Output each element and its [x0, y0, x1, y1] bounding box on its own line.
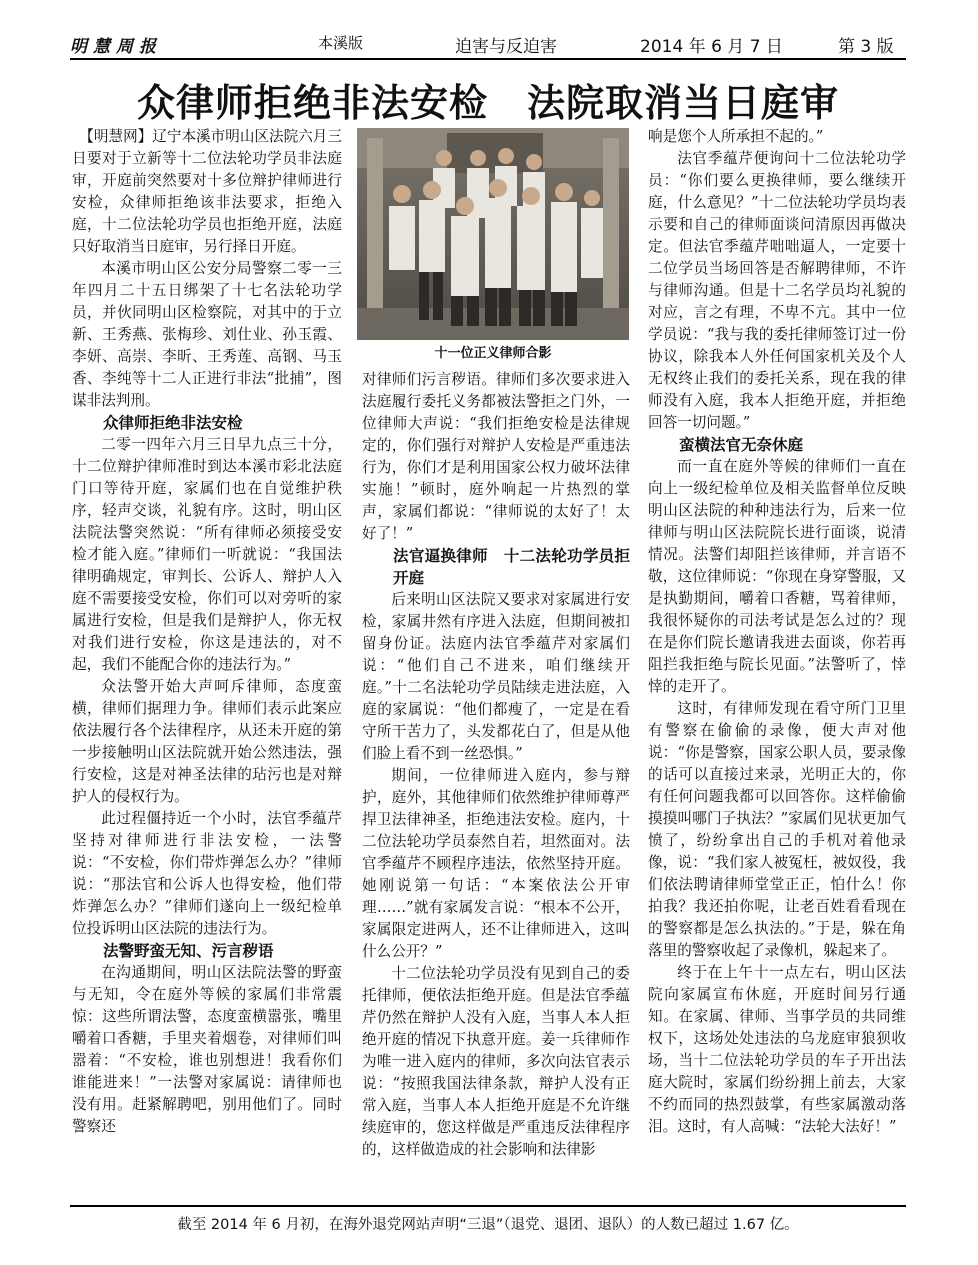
group-photo: [357, 128, 629, 340]
subheading: 法警野蛮无知、污言秽语: [103, 942, 274, 960]
paragraph: 终于在上午十一点左右，明山区法院向家属宣布休庭，开庭时间另行通知。在家属、律师、当事学员的共同维权下，这场处处违法的乌龙庭审狼狈收场，当十二位法轮功学员的车子开出法庭大院时，家属们纷纷拥上前去，大家不约而同的热烈鼓掌，有些家属激动落泪。这时，有人高喊：“法轮大法好！”: [648, 964, 906, 1135]
article-column-1: [72, 126, 342, 1138]
subheading: 众律师拒绝非法安检: [103, 414, 243, 432]
paragraph: 众法警开始大声呵斥律师，态度蛮横，律师们据理力争。律师们表示此案应依法履行各个法律程序，从还未开庭的第一步接触明山区法院就开始公然违法，强行安检，这是对神圣法律的玷污也是对辩护人的侵权行为。: [72, 678, 342, 805]
paragraph: 十二位法轮功学员没有见到自己的委托律师，便依法拒绝开庭。但是法官季蕴芹仍然在辩护人没有入庭，当事人本人拒绝开庭的情况下执意开庭。姜一兵律师作为唯一进入庭内的律师，多次向法官表示说：“按照我国法律条款，辩护人没有正常入庭，当事人本人拒绝开庭是不允许继续庭审的，您这样做是严重违反法律程序的，这样做造成的社会影响和法律影: [362, 965, 630, 1158]
footer-notice: 截至 2014 年 6 月初，在海外退党网站声明“三退”（退党、退团、退队）的人数已超过 1.67 亿。: [177, 1217, 799, 1233]
paragraph: 后来明山区法院又要求对家属进行安检，家属井然有序进入法庭，但期间被扣留身份证。法庭内法官季蕴芹对家属们说：“他们自己不进来，咱们继续开庭。”十二名法轮功学员陆续走进法庭，入庭的家属说：“他们都瘦了，一定是在看守所干苦力了，头发都花白了，但是从他们脸上看不到一丝恐惧。”: [362, 591, 630, 762]
paragraph: 而一直在庭外等候的律师们一直在向上一级纪检单位及相关监督单位反映明山区法院的种种违法行为，后来一位律师与明山区法院院长进行面谈，说清情况。法警们却阻拦该律师，并言语不敬，这位律师说：“你现在身穿警服，又是执勤期间，嚼着口香糖，骂着律师，我很怀疑你的司法考试是怎么过的？现在是你们院长邀请我进去面谈，你若再阻拦我拒绝与院长见面。”法警听了，悻悻的走开了。: [648, 458, 906, 695]
paragraph: 对律师们污言秽语。律师们多次要求进入法庭履行委托义务都被法警拒之门外，一位律师大声说：“我们拒绝安检是法律规定的，你们强行对辩护人安检是严重违法行为，你们才是利用国家公权力破坏法律实施！”顿时，庭外响起一片热烈的掌声，家属们都说：“律师说的太好了！太好了！”: [362, 371, 630, 542]
paragraph: 响是您个人所承担不起的。”: [648, 128, 824, 145]
article-column-3: [648, 126, 906, 1138]
subheading: 蛮横法官无奈休庭: [679, 436, 804, 454]
subheading: 法官逼换律师 十二法轮功学员拒开庭: [393, 547, 630, 587]
paragraph: 【明慧网】辽宁本溪市明山区法院六月三日要对于立新等十二位法轮功学员非法庭审，开庭前突然要对十多位辩护律师进行安检，众律师拒绝该非法要求，拒绝入庭，十二位法轮功学员也拒绝开庭，法庭只好取消当日庭审，另行择日开庭。: [72, 128, 342, 255]
section-label: 迫害与反迫害: [455, 37, 557, 57]
header-divider: [70, 58, 906, 60]
paragraph: 在沟通期间，明山区法院法警的野蛮与无知，令在庭外等候的家属们非常震惊：这些所谓法警，态度蛮横嚣张，嘴里嚼着口香糖，手里夹着烟卷，对律师们叫嚣着：“不安检，谁也别想进！我看你们谁能进来！”一法警对家属说：请律师也没有用。赶紧解聘吧，别用他们了。同时警察还: [72, 964, 342, 1135]
footer-divider: [70, 1205, 906, 1207]
paragraph: 二零一四年六月三日早九点三十分，十二位辩护律师准时到达本溪市彩北法庭门口等待开庭，家属们也在自觉维护秩序，轻声交谈，礼貌有序。这时，明山区法院法警突然说：“所有律师必须接受安检才能入庭。”律师们一听就说：“我国法律明确规定，审判长、公诉人、辩护人入庭不需要接受安检，你们可以对旁听的家属进行安检，但是我们是辩护人，你无权对我们进行安检，你这是违法的，对不起，我们不能配合你的违法行为。”: [72, 436, 342, 673]
masthead: [70, 30, 906, 60]
article-column-2: [362, 369, 630, 1161]
edition-label: 本溪版: [318, 34, 364, 52]
paragraph: 期间，一位律师进入庭内，参与辩护，庭外，其他律师们依然维护律师尊严捍卫法律神圣，拒绝违法安检。庭内，十二位法轮功学员泰然自若，坦然面对。法官季蕴芹不顾程序违法，依然坚持开庭。她刚说第一句话：“本案依法公开审理……”就有家属发言说：“根本不公开，家属限定进两人，还不让律师进入，这叫什么公开？”: [362, 767, 630, 960]
paragraph: 此过程僵持近一个小时，法官季蕴芹坚持对律师进行非法安检，一法警说：“不安检，你们带炸弹怎么办？”律师说：“那法官和公诉人也得安检，他们带炸弹怎么办？”律师们遂向上一级纪检单位投诉明山区法院的违法行为。: [72, 810, 342, 937]
page-number: 第 3 版: [838, 37, 894, 57]
issue-date: 2014 年 6 月 7 日: [640, 37, 783, 57]
paragraph: 法官季蕴芹便询问十二位法轮功学员：“你们要么更换律师，要么继续开庭，什么意见？”十二位法轮功学员均表示要和自己的律师面谈问清原因再做决定。但法官季蕴芹咄咄逼人，一定要十二位学员当场回答是否解聘律师，不许与律师沟通。但是十二名学员均礼貌的对应，言之有理，不卑不亢。其中一位学员说：“我与我的委托律师签订过一份协议，除我本人外任何国家机关及个人无权终止我们的委托关系，现在我的律师没有入庭，我本人拒绝开庭，并拒绝回答一切问题。”: [648, 150, 906, 431]
paragraph: 这时，有律师发现在看守所门卫里有警察在偷偷的录像，便大声对他说：“你是警察，国家公职人员，要录像的话可以直接过来录，光明正大的，你有任何问题我都可以回答你。这样偷偷摸摸叫哪门子执法？”家属们见状更加气愤了，纷纷拿出自己的手机对着他录像，说：“我们家人被冤枉，被奴役，我们依法聘请律师堂堂正正，怕什么！你拍我？我还拍你呢，让老百姓看看现在的警察都是怎么执法的。”于是，躲在角落里的警察收起了录像机，躲起来了。: [648, 700, 906, 959]
newspaper-name: 明慧周报: [70, 37, 162, 57]
paragraph: 本溪市明山区公安分局警察二零一三年四月二十五日绑架了十七名法轮功学员，并伙同明山区检察院，对其中的于立新、王秀燕、张梅珍、刘仕业、孙玉霞、李妍、高崇、李昕、王秀莲、高钢、马玉香、李纯等十二人正进行非法“批捕”，图谋非法判刑。: [72, 260, 342, 409]
article-headline: 众律师拒绝非法安检 法院取消当日庭审: [136, 80, 839, 125]
photo-caption: 十一位正义律师合影: [434, 346, 552, 361]
